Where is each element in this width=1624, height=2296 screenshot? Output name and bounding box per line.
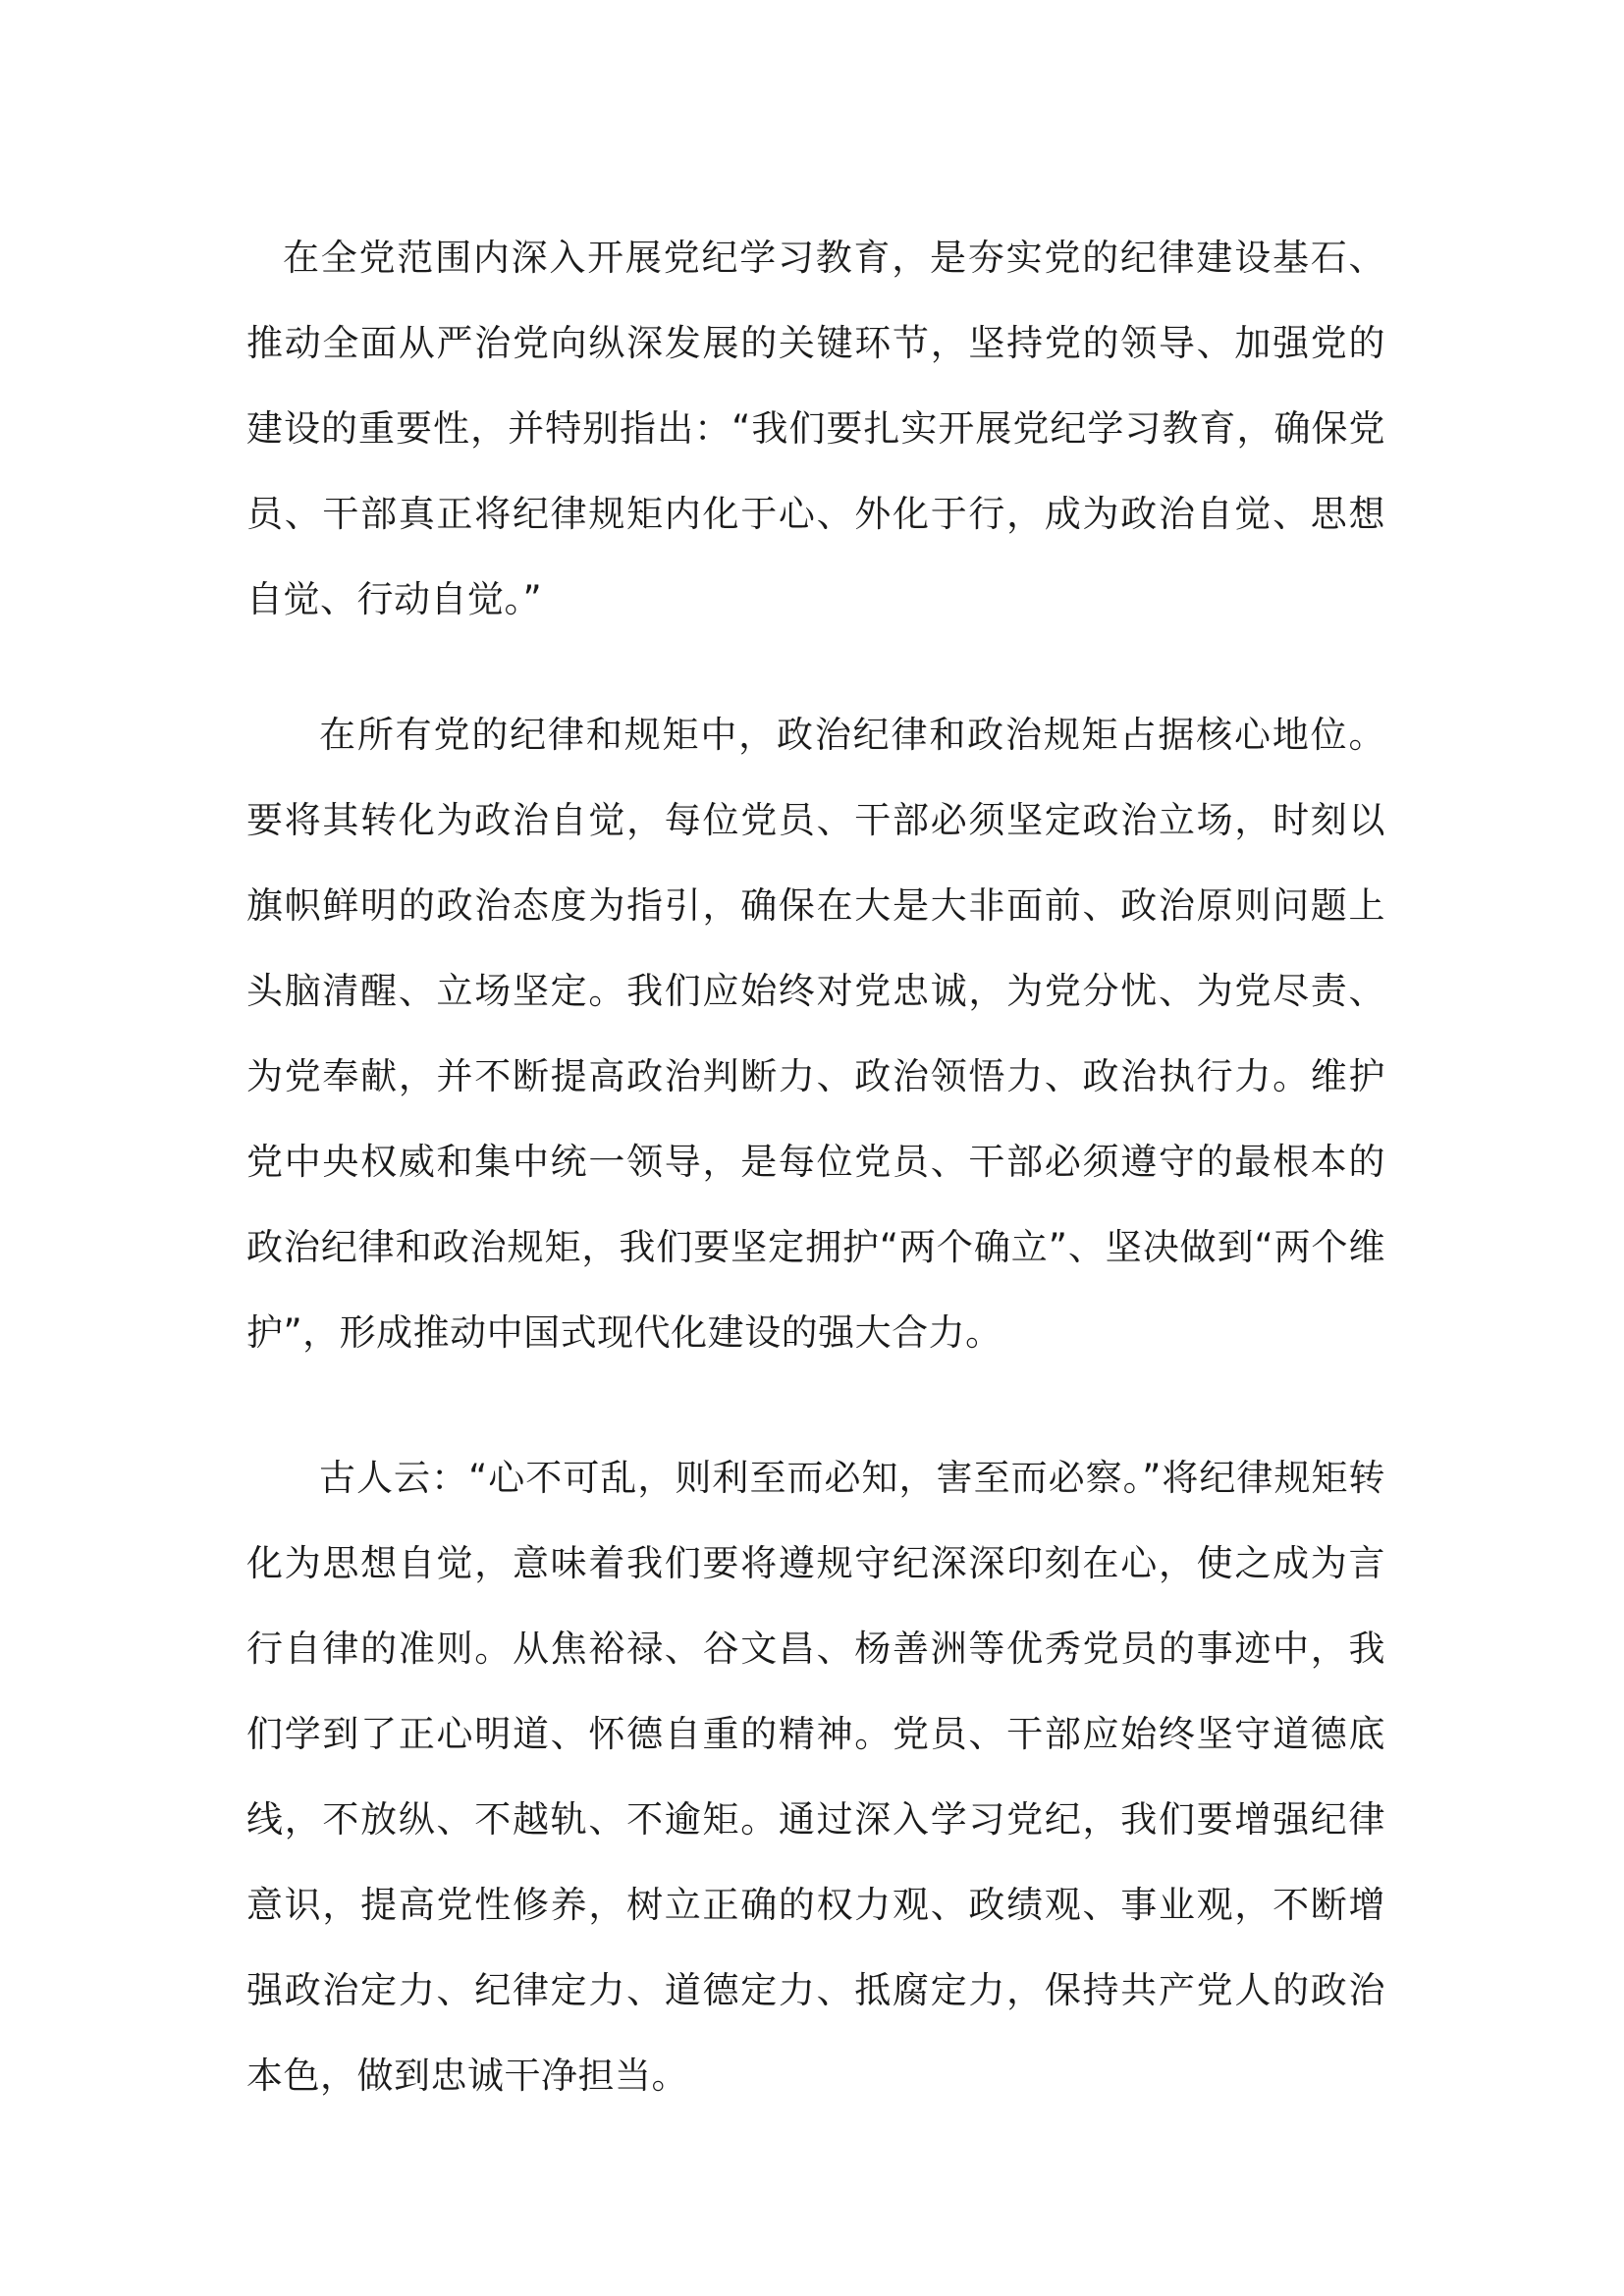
paragraph-2: 在所有党的纪律和规矩中，政治纪律和政治规矩占据核心地位。要将其转化为政治自觉，每位党员、干部必须坚定政治立场，时刻以旗帜鲜明的政治态度为指引，确保在大是大非面前、政治原则问题上头脑清醒、立场坚定。我们应始终对党忠诚，为党分忧、为党尽责、为党奉献，并不断提高政治判断力、政治领悟力、政治执行力。维护党中央权威和集中统一领导，是每位党员、干部必须遵守的最根本的政治纪律和政治规矩，我们要坚定拥护“两个确立”、坚决做到“两个维护”，形成推动中国式现代化建设的强大合力。 [246,714,1385,1354]
paragraph-1: 在全党范围内深入开展党纪学习教育，是夯实党的纪律建设基石、推动全面从严治党向纵深发展的关键环节，坚持党的领导、加强党的建设的重要性，并特别指出：“我们要扎实开展党纪学习教育，确保党员、干部真正将纪律规矩内化于心、外化于行，成为政治自觉、思想自觉、行动自觉。” [246,237,1385,620]
paragraph-3: 古人云：“心不可乱，则利至而必知，害至而必察。”将纪律规矩转化为思想自觉，意味着我们要将遵规守纪深深印刻在心，使之成为言行自律的准则。从焦裕禄、谷文昌、杨善洲等优秀党员的事迹中，我们学到了正心明道、怀德自重的精神。党员、干部应始终坚守道德底线，不放纵、不越轨、不逾矩。通过深入学习党纪，我们要增强纪律意识，提高党性修养，树立正确的权力观、政绩观、事业观，不断增强政治定力、纪律定力、道德定力、抵腐定力，保持共产党人的政治本色，做到忠诚干净担当。 [246,1457,1385,2097]
